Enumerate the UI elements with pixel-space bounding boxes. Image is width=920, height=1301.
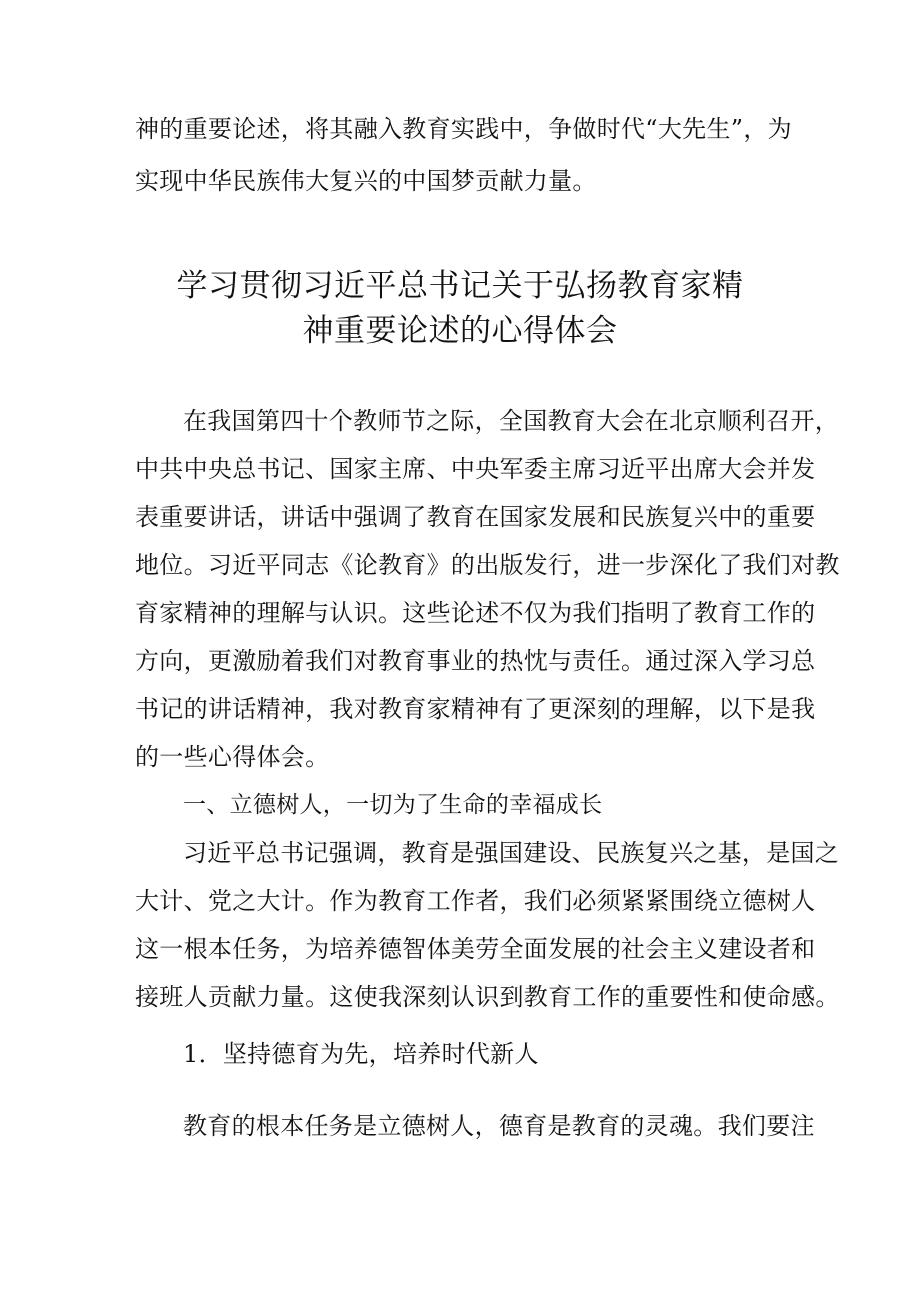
paragraph-line: 地位。习近平同志《论教育》的出版发行，进一步深化了我们对教 xyxy=(135,551,840,579)
paragraph-line: 接班人贡献力量。这使我深刻认识到教育工作的重要性和使命感。 xyxy=(135,983,840,1011)
paragraph-line: 大计、党之大计。作为教育工作者，我们必须紧紧围绕立德树人 xyxy=(135,887,816,915)
section-heading: 一、立德树人，一切为了生命的幸福成长 xyxy=(183,792,603,818)
intro-line: 神的重要论述，将其融入教育实践中，争做时代“大先生”，为 xyxy=(135,115,792,143)
paragraph-line: 的一些心得体会。 xyxy=(135,743,330,771)
document-title-line: 神重要论述的心得体会 xyxy=(302,313,618,349)
paragraph-line: 中共中央总书记、国家主席、中央军委主席习近平出席大会并发 xyxy=(135,455,816,483)
paragraph-line: 习近平总书记强调，教育是强国建设、民族复兴之基，是国之 xyxy=(183,839,840,867)
paragraph-line: 教育的根本任务是立德树人，德育是教育的灵魂。我们要注 xyxy=(183,1112,815,1140)
paragraph-line: 这一根本任务，为培养德智体美劳全面发展的社会主义建设者和 xyxy=(135,935,816,963)
paragraph-line: 表重要讲话，讲话中强调了教育在国家发展和民族复兴中的重要 xyxy=(135,503,816,531)
paragraph-line: 育家精神的理解与认识。这些论述不仅为我们指明了教育工作的 xyxy=(135,599,816,627)
subsection-heading: 1．坚持德育为先，培养时代新人 xyxy=(183,1040,539,1068)
paragraph-line: 在我国第四十个教师节之际，全国教育大会在北京顺利召开， xyxy=(183,407,840,435)
document-title-line: 学习贯彻习近平总书记关于弘扬教育家精 xyxy=(176,268,744,304)
paragraph-line: 方向，更激励着我们对教育事业的热忱与责任。通过深入学习总 xyxy=(135,647,816,675)
paragraph-line: 书记的讲话精神，我对教育家精神有了更深刻的理解，以下是我 xyxy=(135,695,816,723)
intro-line: 实现中华民族伟大复兴的中国梦贡献力量。 xyxy=(135,167,597,195)
